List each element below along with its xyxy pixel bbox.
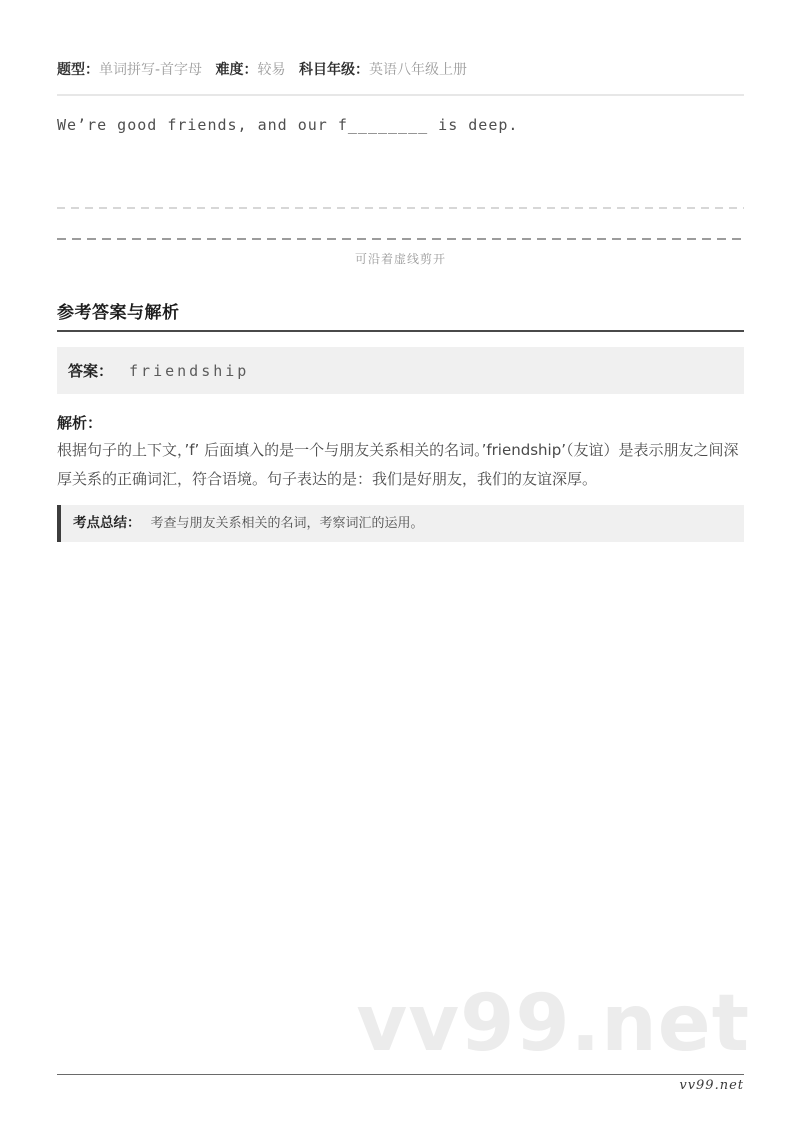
header-divider xyxy=(57,94,744,96)
meta-subject-grade-value: 英语八年级上册 xyxy=(368,62,467,78)
question-meta-row xyxy=(57,61,744,79)
footer-divider xyxy=(57,1074,744,1075)
watermark: vv99.net xyxy=(356,979,750,1069)
answer-label: 答案： xyxy=(68,362,114,380)
meta-difficulty-value: 较易 xyxy=(257,62,286,78)
meta-difficulty xyxy=(216,62,286,78)
dashed-cut-line xyxy=(57,238,744,240)
analysis-label: 解析： xyxy=(57,414,103,432)
analysis-text: 根据句子的上下文，’f’ 后面填入的是一个与朋友关系相关的名词。’friendship’（友谊）是表示朋友之间深厚关系的正确词汇，符合语境。句子表达的是：我们是好朋友，我们的友谊深厚。 xyxy=(57,441,739,488)
footer-site-name: vv99.net xyxy=(679,1078,744,1093)
cut-line-hint: 可沿着虚线剪开 xyxy=(354,252,446,266)
answer-value: friendship xyxy=(129,361,250,380)
meta-question-type-label: 题型： xyxy=(57,62,99,78)
page-content xyxy=(0,0,800,542)
page-footer xyxy=(57,1074,744,1093)
meta-subject-grade xyxy=(299,62,467,78)
meta-question-type xyxy=(57,62,202,78)
meta-subject-grade-label: 科目年级： xyxy=(298,62,369,78)
question-text: We’re good friends, and our f________ is deep. xyxy=(57,116,519,134)
dashed-separator-top xyxy=(57,207,744,209)
answer-section-title: 参考答案与解析 xyxy=(57,303,180,323)
answer-section-underline xyxy=(57,330,744,332)
meta-question-type-value: 单词拼写-首字母 xyxy=(99,62,203,78)
key-points-label: 考点总结： xyxy=(73,515,141,531)
key-points-text: 考查与朋友关系相关的名词，考察词汇的运用。 xyxy=(150,516,424,531)
answer-box xyxy=(57,347,744,394)
meta-difficulty-label: 难度： xyxy=(215,62,258,78)
key-points-box xyxy=(57,505,744,542)
